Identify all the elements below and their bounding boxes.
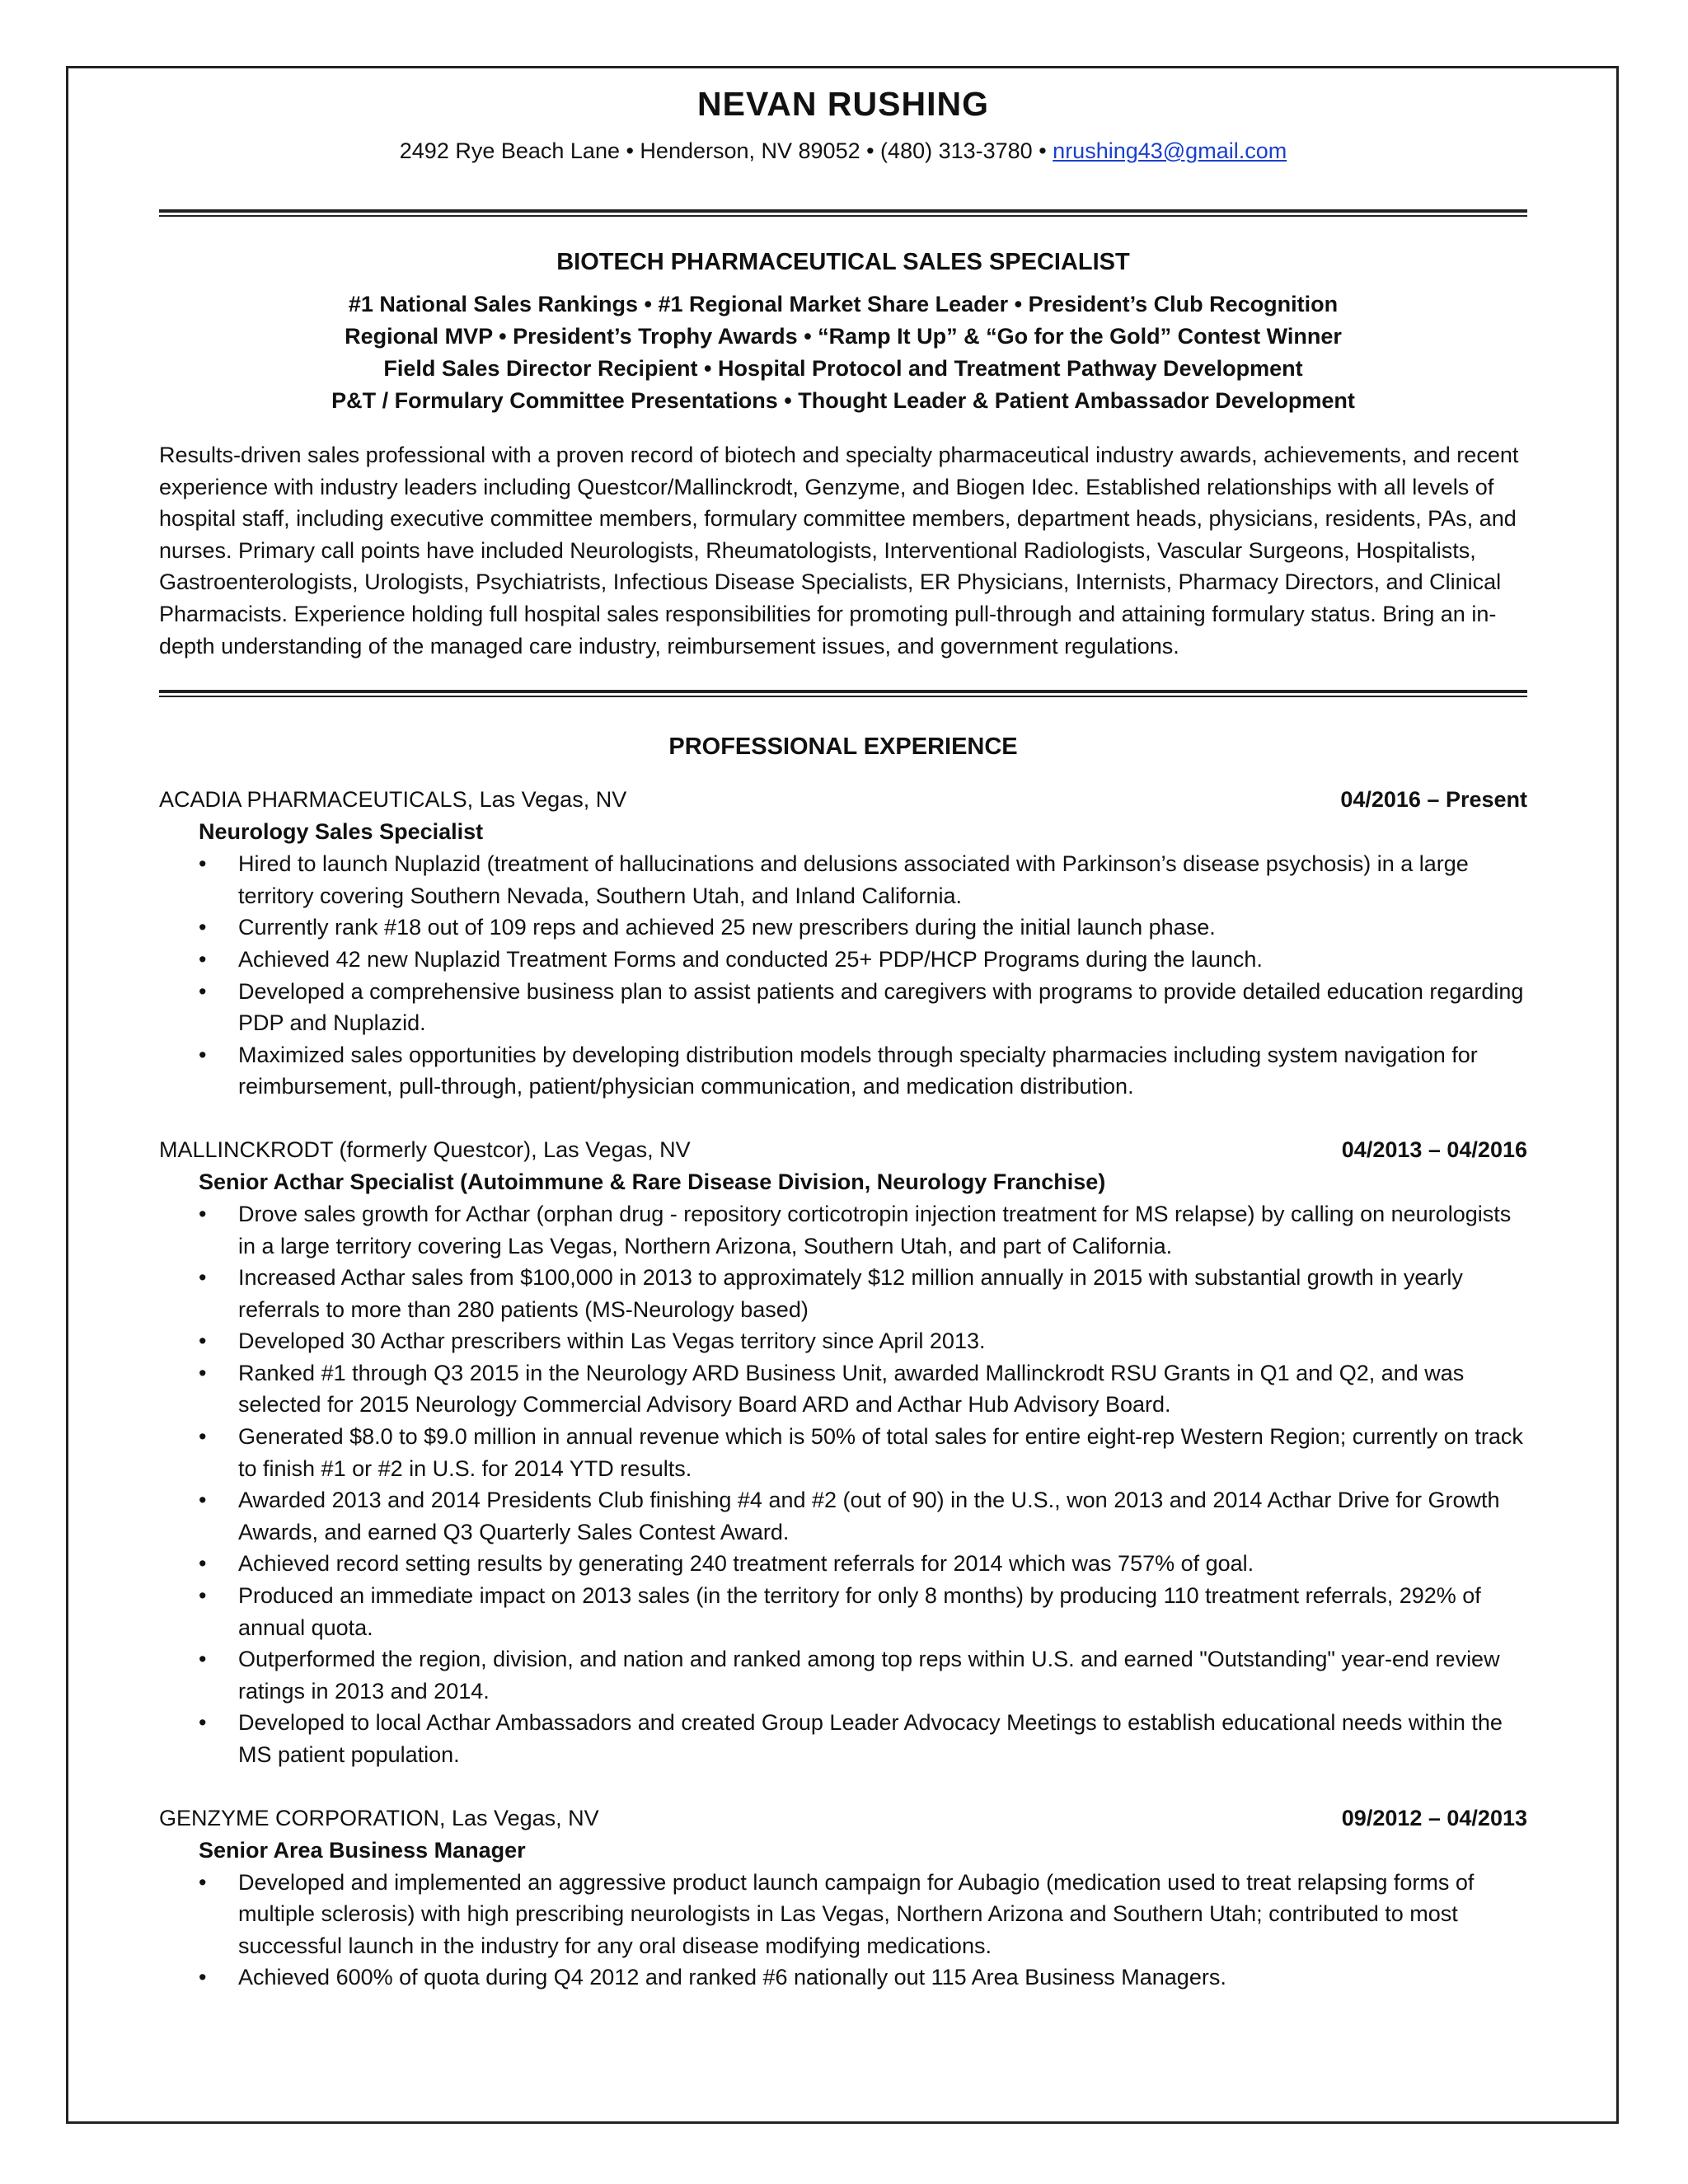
job-bullet: • Increased Acthar sales from $100,000 in 2013 to approximately $12 million annually in 2015 with substantial growth in yearly referrals to more than 280 patients (MS-Neurology based): [199, 1262, 1527, 1325]
job-bullet: • Hired to launch Nuplazid (treatment of hallucinations and delusions associated with Parkinson’s disease psychosis) in a large territory covering Southern Nevada, Southern Utah, and Inland California.: [199, 848, 1527, 912]
company-name: MALLINCKRODT (formerly Questcor), Las Vegas, NV: [159, 1137, 691, 1162]
job-bullet: • Generated $8.0 to $9.0 million in annual revenue which is 50% of total sales for entire eight-rep Western Region; currently on track to finish #1 or #2 in U.S. for 2014 YTD results.: [199, 1421, 1527, 1484]
resume-content: [159, 78, 1527, 1994]
job-bullet: • Maximized sales opportunities by developing distribution models through specialty pharmacies including system navigation for reimbursement, pull-through, patient/physician communication, and medication distribution.: [199, 1039, 1527, 1103]
job-bullet: • Ranked #1 through Q3 2015 in the Neurology ARD Business Unit, awarded Mallinckrodt RSU Grants in Q1 and Q2, and was selected for 2015 Neurology Commercial Advisory Board ARD and Acthar Hub Advisory Board.: [199, 1357, 1527, 1421]
company-name: GENZYME CORPORATION, Las Vegas, NV: [159, 1805, 599, 1830]
highlight-line: Regional MVP • President’s Trophy Awards • “Ramp It Up” & “Go for the Gold” Contest Winner: [345, 324, 1342, 349]
contact-address: 2492 Rye Beach Lane • Henderson, NV 89052 • (480) 313-3780 •: [399, 138, 1047, 163]
job-bullet: • Achieved 42 new Nuplazid Treatment Forms and conducted 25+ PDP/HCP Programs during the launch.: [199, 944, 1527, 976]
highlights: [159, 288, 1527, 417]
highlight-line: #1 National Sales Rankings • #1 Regional Market Share Leader • President’s Club Recognition: [348, 292, 1339, 316]
job-bullet: • Achieved 600% of quota during Q4 2012 and ranked #6 nationally out 115 Area Business Managers.: [199, 1961, 1527, 1994]
job-header: [159, 1802, 1527, 1835]
contact-line: [159, 134, 1527, 167]
summary-paragraph: Results-driven sales professional with a proven record of biotech and specialty pharmaceutical industry awards, achievements, and recent experience with industry leaders including Questcor/Mallinckrodt, Genzyme, and Biogen Idec. Established relationships with all levels of hospital staff, including executive committee members, formulary committee members, department heads, physicians, residents, PAs, and nurses. Primary call points have included Neurologists, Rheumatologists, Interventional Radiologists, Vascular Surgeons, Hospitalists, Gastroenterologists, Urologists, Psychiatrists, Infectious Disease Specialists, ER Physicians, Internists, Pharmacy Directors, and Clinical Pharmacists. Experience holding full hospital sales responsibilities for promoting pull-through and attaining formulary status. Bring an in-depth understanding of the managed care industry, reimbursement issues, and government regulations.: [159, 443, 1519, 658]
job-bullet: • Produced an immediate impact on 2013 sales (in the territory for only 8 months) by producing 110 treatment referrals, 292% of annual quota.: [199, 1580, 1527, 1643]
headline-title: BIOTECH PHARMACEUTICAL SALES SPECIALIST: [556, 249, 1130, 275]
job-header: [159, 1134, 1527, 1166]
divider: [159, 209, 1527, 217]
company-name: ACADIA PHARMACEUTICALS, Las Vegas, NV: [159, 787, 627, 813]
candidate-name: NEVAN RUSHING: [697, 85, 989, 123]
job-bullets: [159, 848, 1527, 1103]
job-bullets: [159, 1198, 1527, 1771]
email-link[interactable]: nrushing43@gmail.com: [1053, 138, 1287, 163]
job-bullet: • Achieved record setting results by generating 240 treatment referrals for 2014 which was 757% of goal.: [199, 1548, 1527, 1580]
job-title: Senior Acthar Specialist (Autoimmune & Rare Disease Division, Neurology Franchise): [199, 1169, 1106, 1194]
divider: [159, 690, 1527, 697]
job-bullet: • Currently rank #18 out of 109 reps and achieved 25 new prescribers during the initial launch phase.: [199, 912, 1527, 944]
job-title: Neurology Sales Specialist: [199, 819, 484, 845]
job-bullet: • Developed a comprehensive business plan to assist patients and caregivers with programs to provide detailed education regarding PDP and Nuplazid.: [199, 976, 1527, 1039]
job-title: Senior Area Business Manager: [199, 1837, 526, 1863]
job-bullet: • Outperformed the region, division, and nation and ranked among top reps within U.S. and earned "Outstanding" year-end review ratings in 2013 and 2014.: [199, 1643, 1527, 1707]
job-dates: 04/2013 – 04/2016: [1341, 1137, 1527, 1162]
highlight-line: Field Sales Director Recipient • Hospital Protocol and Treatment Pathway Development: [383, 356, 1303, 381]
job-bullet: • Drove sales growth for Acthar (orphan drug - repository corticotropin injection treatment for MS relapse) by calling on neurologists in a large territory covering Las Vegas, Northern Arizona, Southern Utah, and part of California.: [199, 1198, 1527, 1262]
job-bullet: • Developed and implemented an aggressive product launch campaign for Aubagio (medication used to treat relapsing forms of multiple sclerosis) with high prescribing neurologists in Las Vegas, Northern Arizona and Southern Utah; contributed to most successful launch in the industry for any oral disease modifying medications.: [199, 1867, 1527, 1962]
job-dates: 04/2016 – Present: [1340, 787, 1527, 813]
job-bullets: [159, 1867, 1527, 1994]
job-bullet: • Developed 30 Acthar prescribers within Las Vegas territory since April 2013.: [199, 1325, 1527, 1357]
job-bullet: • Awarded 2013 and 2014 Presidents Club finishing #4 and #2 (out of 90) in the U.S., won 2013 and 2014 Acthar Drive for Growth Awards, and earned Q3 Quarterly Sales Contest Award.: [199, 1484, 1527, 1548]
job-entry: [159, 784, 1527, 1103]
job-bullet: • Developed to local Acthar Ambassadors and created Group Leader Advocacy Meetings to establish educational needs within the MS patient population.: [199, 1707, 1527, 1770]
highlight-line: P&T / Formulary Committee Presentations • Thought Leader & Patient Ambassador Development: [331, 388, 1355, 413]
job-entry: [159, 1134, 1527, 1771]
job-dates: 09/2012 – 04/2013: [1341, 1805, 1527, 1830]
job-entry: [159, 1802, 1527, 1994]
job-header: [159, 784, 1527, 816]
experience-title: PROFESSIONAL EXPERIENCE: [668, 733, 1018, 761]
